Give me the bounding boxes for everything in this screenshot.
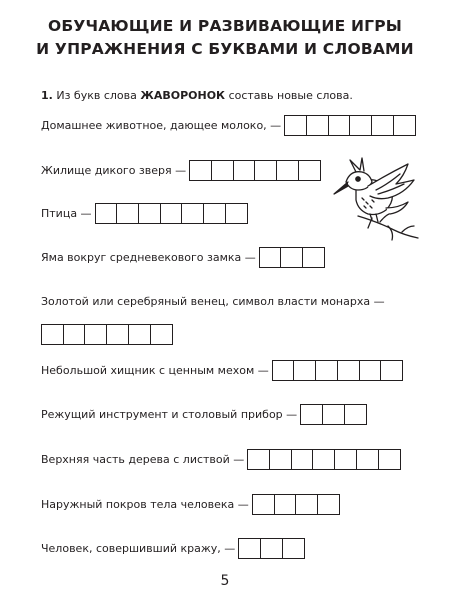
question-row-9 xyxy=(41,493,340,515)
question-text: Верхняя часть дерева с листвой — xyxy=(41,452,245,466)
question-row-3 xyxy=(41,202,248,224)
question-text: Человек, совершивший кражу, — xyxy=(41,541,236,555)
letter-cell[interactable] xyxy=(291,449,314,470)
letter-cell[interactable] xyxy=(334,449,357,470)
answer-cells xyxy=(252,494,340,515)
question-text: Жилище дикого зверя — xyxy=(41,163,187,177)
letter-cell[interactable] xyxy=(356,449,379,470)
answer-cells xyxy=(300,404,366,425)
answer-cells xyxy=(247,449,400,470)
question-text: Птица — xyxy=(41,206,92,220)
question-text: Наружный покров тела человека — xyxy=(41,497,249,511)
task-text-before: Из букв слова xyxy=(56,89,137,102)
letter-cell[interactable] xyxy=(106,324,129,345)
question-text: Домашнее животное, дающее молоко, — xyxy=(41,118,282,132)
letter-cell[interactable] xyxy=(260,538,283,559)
letter-cell[interactable] xyxy=(293,360,316,381)
letter-cell[interactable] xyxy=(282,538,305,559)
question-text: Небольшой хищник с ценным мехом — xyxy=(41,363,269,377)
letter-cell[interactable] xyxy=(252,494,275,515)
question-row-8 xyxy=(41,448,401,470)
letter-cell[interactable] xyxy=(337,360,360,381)
answer-cells xyxy=(238,538,304,559)
letter-cell[interactable] xyxy=(247,449,270,470)
question-row-4 xyxy=(41,246,325,268)
question-text: Яма вокруг средневекового замка — xyxy=(41,250,256,264)
answer-cells xyxy=(189,160,321,181)
letter-cell[interactable] xyxy=(272,360,295,381)
page-number: 5 xyxy=(220,573,230,589)
letter-cell[interactable] xyxy=(225,203,248,224)
letter-cell[interactable] xyxy=(322,404,345,425)
answer-cells xyxy=(41,324,173,345)
question-row-5-cells xyxy=(41,323,173,345)
letter-cell[interactable] xyxy=(312,449,335,470)
letter-cell[interactable] xyxy=(274,494,297,515)
task-number: 1. xyxy=(41,89,53,102)
letter-cell[interactable] xyxy=(160,203,183,224)
letter-cell[interactable] xyxy=(276,160,299,181)
letter-cell[interactable] xyxy=(378,449,401,470)
letter-cell[interactable] xyxy=(302,247,325,268)
letter-cell[interactable] xyxy=(317,494,340,515)
letter-cell[interactable] xyxy=(95,203,118,224)
lark-bird-illustration xyxy=(328,152,420,244)
letter-cell[interactable] xyxy=(181,203,204,224)
letter-cell[interactable] xyxy=(150,324,173,345)
letter-cell[interactable] xyxy=(359,360,382,381)
answer-cells xyxy=(272,360,404,381)
letter-cell[interactable] xyxy=(138,203,161,224)
letter-cell[interactable] xyxy=(41,324,64,345)
letter-cell[interactable] xyxy=(280,247,303,268)
letter-cell[interactable] xyxy=(203,203,226,224)
task-instruction xyxy=(41,89,353,102)
letter-cell[interactable] xyxy=(233,160,256,181)
letter-cell[interactable] xyxy=(284,115,307,136)
letter-cell[interactable] xyxy=(393,115,416,136)
letter-cell[interactable] xyxy=(344,404,367,425)
letter-cell[interactable] xyxy=(298,160,321,181)
page-title-line-2: И УПРАЖНЕНИЯ С БУКВАМИ И СЛОВАМИ xyxy=(36,40,414,58)
letter-cell[interactable] xyxy=(189,160,212,181)
letter-cell[interactable] xyxy=(380,360,403,381)
question-row-5 xyxy=(41,290,388,312)
answer-cells xyxy=(284,115,416,136)
letter-cell[interactable] xyxy=(315,360,338,381)
letter-cell[interactable] xyxy=(371,115,394,136)
task-source-word: ЖАВОРОНОК xyxy=(140,89,226,102)
task-text-after: составь новые слова. xyxy=(228,89,353,102)
letter-cell[interactable] xyxy=(328,115,351,136)
page-title-line-1: ОБУЧАЮЩИЕ И РАЗВИВАЮЩИЕ ИГРЫ xyxy=(47,17,403,35)
question-row-7 xyxy=(41,403,367,425)
letter-cell[interactable] xyxy=(349,115,372,136)
letter-cell[interactable] xyxy=(84,324,107,345)
question-text: Золотой или серебряный венец, символ власти монарха — xyxy=(41,294,385,308)
letter-cell[interactable] xyxy=(238,538,261,559)
letter-cell[interactable] xyxy=(306,115,329,136)
letter-cell[interactable] xyxy=(295,494,318,515)
letter-cell[interactable] xyxy=(269,449,292,470)
question-row-6 xyxy=(41,359,403,381)
answer-cells xyxy=(259,247,325,268)
question-text: Режущий инструмент и столовый прибор — xyxy=(41,407,298,421)
letter-cell[interactable] xyxy=(128,324,151,345)
letter-cell[interactable] xyxy=(211,160,234,181)
answer-cells xyxy=(95,203,248,224)
letter-cell[interactable] xyxy=(254,160,277,181)
letter-cell[interactable] xyxy=(259,247,282,268)
question-row-10 xyxy=(41,537,305,559)
letter-cell[interactable] xyxy=(300,404,323,425)
letter-cell[interactable] xyxy=(63,324,86,345)
question-row-2 xyxy=(41,159,321,181)
letter-cell[interactable] xyxy=(116,203,139,224)
question-row-1 xyxy=(41,114,416,136)
